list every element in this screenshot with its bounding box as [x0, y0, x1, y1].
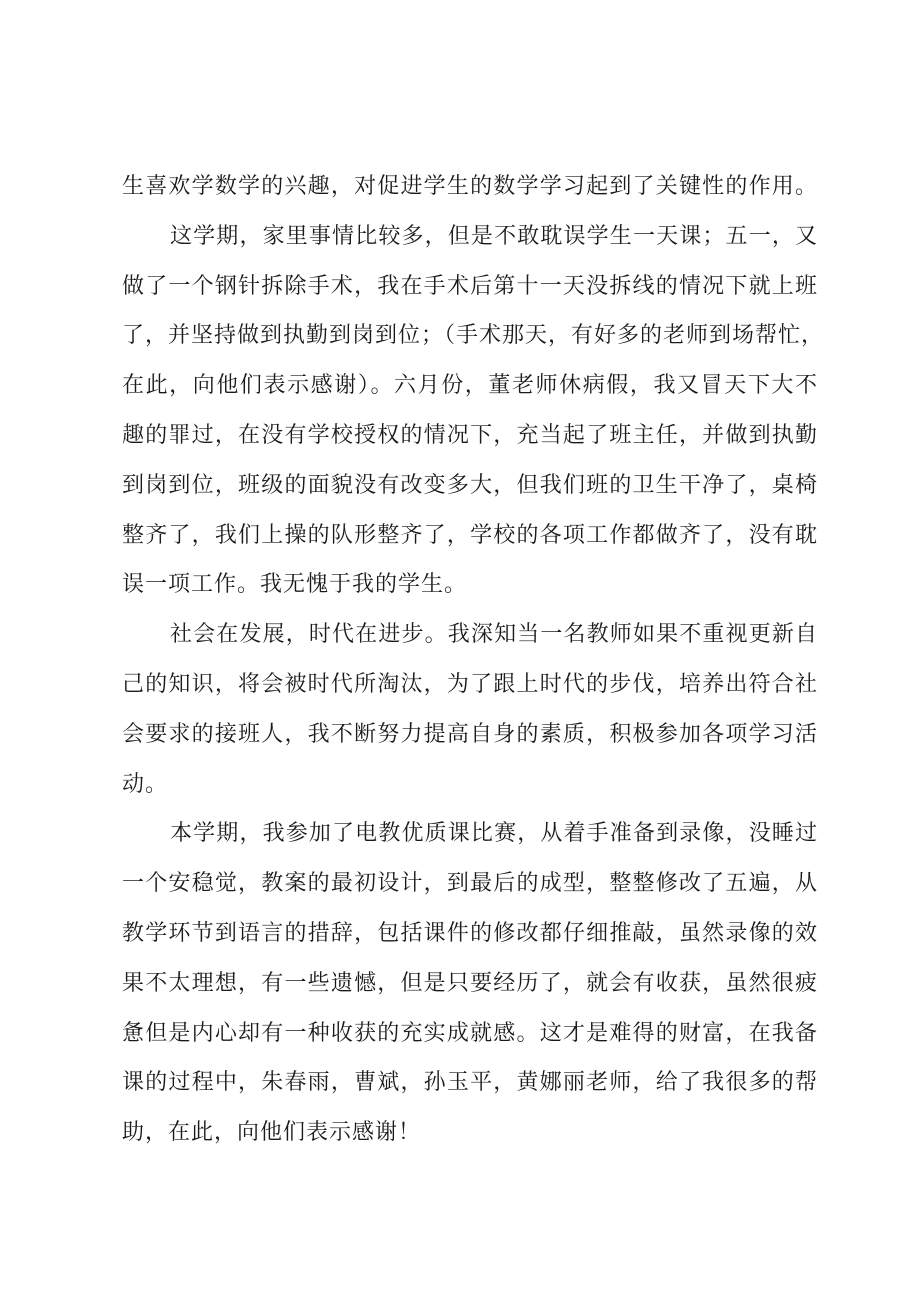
paragraph-end-line: 误一项工作。我无愧于我的学生。 [122, 572, 468, 598]
text-line: 了，并坚持做到执勤到岗到位；（手术那天，有好多的老师到场帮忙， [122, 323, 825, 349]
paragraph-end-line: 助，在此，向他们表示感谢！ [122, 1120, 422, 1146]
text-line: 做了一个钢针拆除手术，我在手术后第十一天没拆线的情况下就上班 [122, 273, 818, 299]
paragraph-start-line: 这学期，家里事情比较多，但是不敢耽误学生一天课；五一，又 [170, 223, 818, 249]
text-line: 课的过程中，朱春雨，曹斌，孙玉平，黄娜丽老师，给了我很多的帮 [122, 1070, 818, 1096]
paragraph-start-line: 社会在发展，时代在进步。我深知当一名教师如果不重视更新自 [170, 622, 818, 648]
text-line: 趣的罪过，在没有学校授权的情况下，充当起了班主任，并做到执勤 [122, 422, 818, 448]
text-line: 生喜欢学数学的兴趣，对促进学生的数学学习起到了关键性的作用。 [122, 174, 818, 199]
text-line: 在此，向他们表示感谢）。六月份，董老师休病假，我又冒天下大不 [122, 373, 818, 399]
paragraph-end-line: 动。 [122, 771, 169, 797]
text-line: 会要求的接班人，我不断努力提高自身的素质，积极参加各项学习活 [122, 721, 818, 747]
text-line: 惫但是内心却有一种收获的充实成就感。这才是难得的财富，在我备 [122, 1020, 818, 1046]
text-line: 教学环节到语言的措辞，包括课件的修改都仔细推敲，虽然录像的效 [122, 920, 818, 946]
text-line: 一个安稳觉，教案的最初设计，到最后的成型，整整修改了五遍，从 [122, 871, 818, 897]
document-body [122, 162, 825, 1158]
text-line: 己的知识，将会被时代所淘汰，为了跟上时代的步伐，培养出符合社 [122, 671, 818, 697]
text-line: 到岗到位，班级的面貌没有改变多大，但我们班的卫生干净了，桌椅 [122, 472, 818, 498]
text-line: 整齐了，我们上操的队形整齐了，学校的各项工作都做齐了，没有耽 [122, 522, 818, 548]
text-line: 果不太理想，有一些遗憾，但是只要经历了，就会有收获，虽然很疲 [122, 970, 818, 996]
paragraph-start-line: 本学期，我参加了电教优质课比赛，从着手准备到录像，没睡过 [170, 821, 818, 847]
